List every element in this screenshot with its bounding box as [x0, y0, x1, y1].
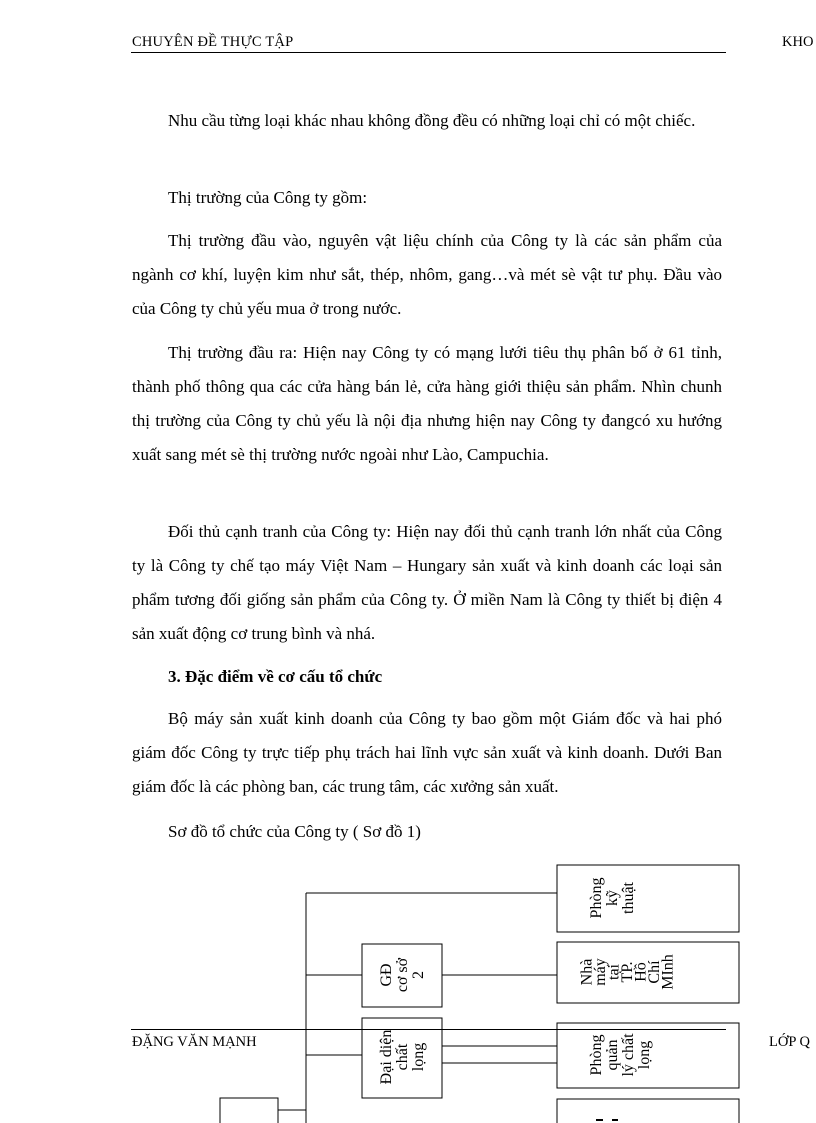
dai-dien-chat-long-label: Đại diệnchấtlọng — [378, 1029, 427, 1085]
phong-ky-thuat-label: Phòngkỹthuật — [588, 877, 637, 919]
header-title: CHUYÊN ĐỀ THỰC TẬP — [132, 34, 294, 50]
phong-quan-ly-chat-long-label: Phòngquảnlý chấtlọng — [588, 1033, 653, 1077]
paragraph-5: Đối thủ cạnh tranh của Công ty: Hiện nay đối thủ cạnh tranh lớn nhất của Công ty là Công ty chế tạo máy Việt Nam – Hungary sản xuất và kinh doanh các loại sản phẩm tương đối giống sản phẩm của Công ty. Ở miền Nam là Công ty thiết bị điện 4 sản xuất động cơ trung bình và nhá. — [132, 522, 722, 643]
header-right-text: KHO — [782, 34, 814, 50]
partial-box-left — [220, 1098, 278, 1123]
section-heading: 3. Đặc điểm về cơ cấu tổ chức — [168, 667, 383, 686]
phong-ky-thuat-box — [557, 865, 739, 932]
footer-rule — [131, 1029, 726, 1030]
footer-author: ĐẶNG VĂN MẠNH — [132, 1034, 257, 1050]
paragraph-4: Thị trường đầu ra: Hiện nay Công ty có mạng lưới tiêu thụ phân bố ở 61 tỉnh, thành phố thông qua các cửa hàng bán lẻ, cửa hàng giới thiệu sản phẩm. Nhìn chunh thị trường của Công ty chủ yếu là nội địa nhưng hiện nay Công ty đangcó xu hướng xuất sang mét sè thị trường nước ngoài như Lào, Campuchia. — [132, 343, 722, 464]
nha-may-hcm-label: NhàmáytạiTP.HồChíMInh — [578, 954, 677, 990]
gd-co-so-2-label: GĐcơ sở2 — [378, 957, 427, 993]
diagram-caption: Sơ đồ tổ chức của Công ty ( Sơ đồ 1) — [168, 822, 421, 841]
paragraph-2: Thị trường của Công ty gồm: — [168, 188, 368, 207]
partial-box-right — [557, 1099, 739, 1123]
paragraph-6: Bộ máy sản xuất kinh doanh của Công ty bao gồm một Giám đốc và hai phó giám đốc Công ty trực tiếp phụ trách hai lĩnh vực sản xuất và kinh doanh. Dưới Ban giám đốc là các phòng ban, các trung tâm, các xưởng sản xuất. — [132, 709, 722, 796]
paragraph-3: Thị trường đầu vào, nguyên vật liệu chính của Công ty là các sản phẩm của ngành cơ khí, luyện kim như sắt, thép, nhôm, gang…và mét sè vật tư phụ. Đầu vào của Công ty chủ yếu mua ở trong nước. — [132, 231, 722, 318]
paragraph-1: Nhu cầu từng loại khác nhau không đồng đều có những loại chỉ có một chiếc. — [168, 111, 696, 130]
footer-class: LỚP Q — [769, 1034, 810, 1050]
